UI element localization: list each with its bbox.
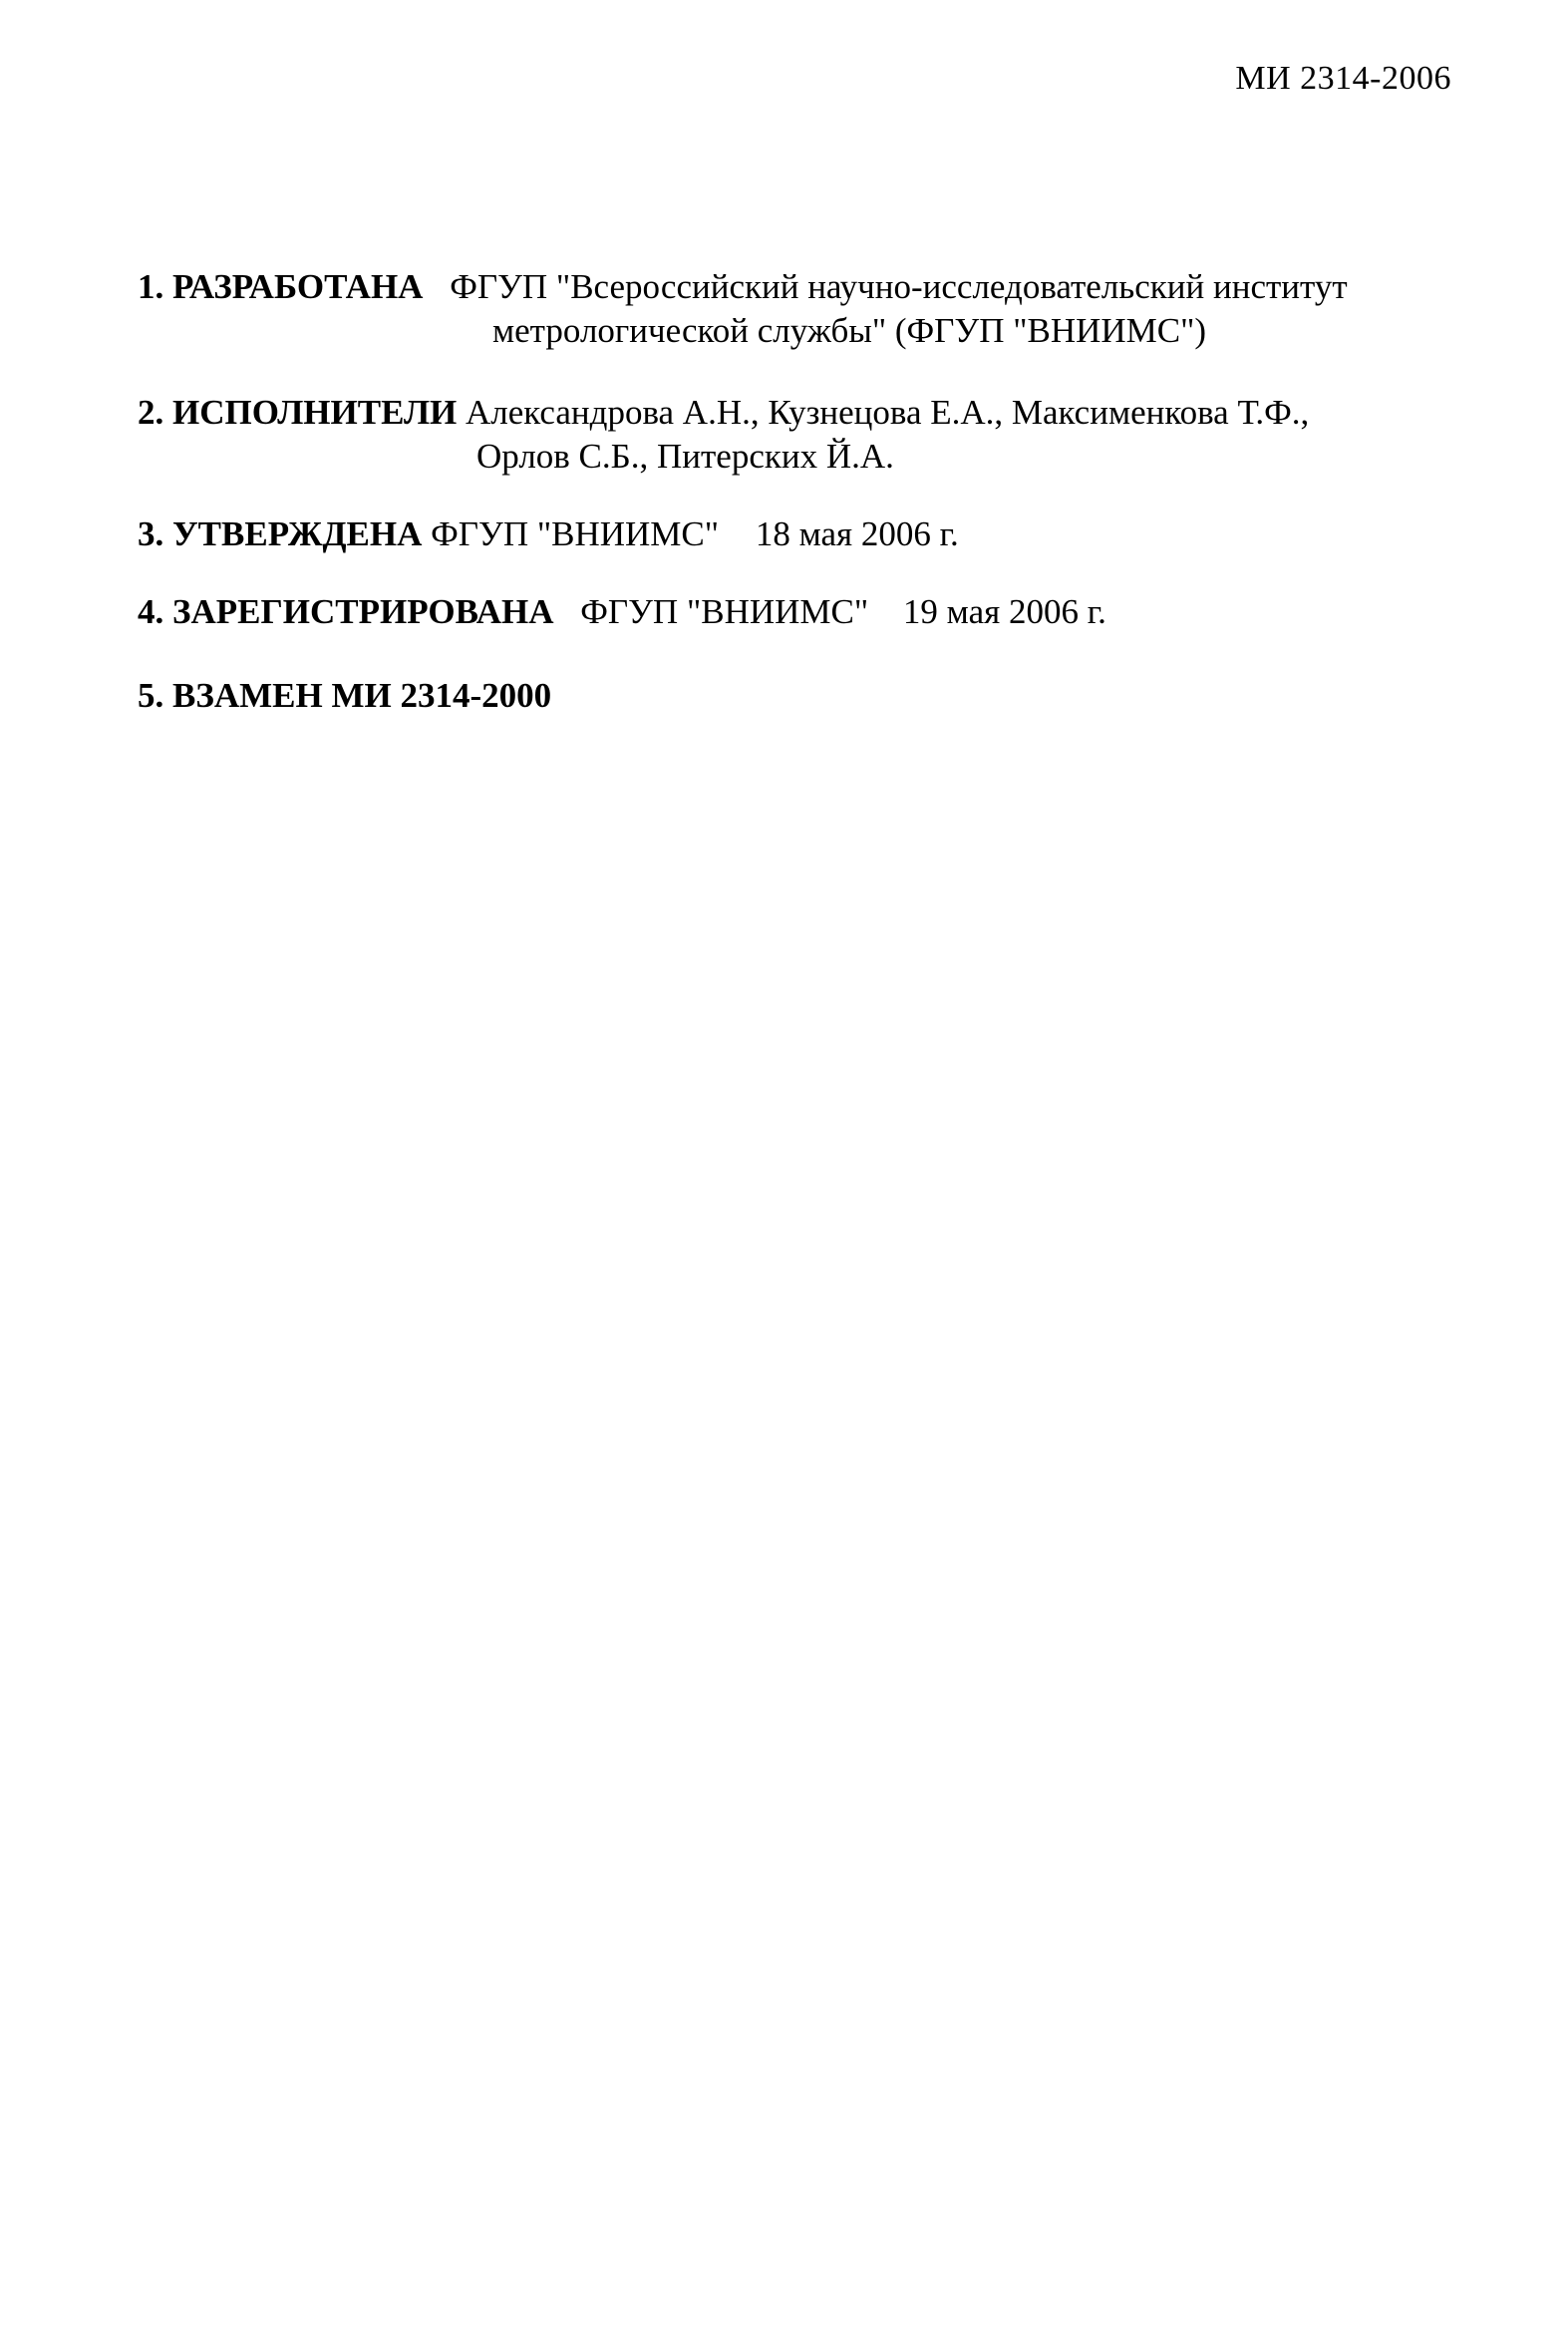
- item-number: 1.: [138, 267, 164, 306]
- item-org: ФГУП "ВНИИМС": [431, 514, 720, 553]
- item-label: УТВЕРЖДЕНА: [172, 514, 423, 553]
- item-date: 18 мая 2006 г.: [755, 514, 959, 553]
- item-text-line1: Александрова А.Н., Кузнецова Е.А., Максименкова Т.Ф.,: [466, 393, 1310, 432]
- item-value: МИ 2314-2000: [331, 676, 552, 715]
- item-authors: [138, 391, 1309, 479]
- item-label: ЗАРЕГИСТРИРОВАНА: [172, 592, 554, 631]
- item-date: 19 мая 2006 г.: [902, 592, 1106, 631]
- item-number: 5.: [138, 676, 164, 715]
- item-label: ИСПОЛНИТЕЛИ: [172, 393, 458, 432]
- item-text-line2: метрологической службы" (ФГУП "ВНИИМС"): [492, 311, 1207, 350]
- document-code: МИ 2314-2006: [1235, 60, 1451, 97]
- item-number: 3.: [138, 514, 164, 553]
- item-label: ВЗАМЕН: [172, 676, 323, 715]
- item-org: ФГУП "ВНИИМС": [580, 592, 869, 631]
- item-text-line1: ФГУП "Всероссийский научно-исследовательский институт: [450, 267, 1348, 306]
- item-replaces: [138, 674, 551, 718]
- item-developed-by: [138, 265, 1348, 353]
- item-registered: [138, 590, 1106, 634]
- item-number: 2.: [138, 393, 164, 432]
- item-label: РАЗРАБОТАНА: [172, 267, 424, 306]
- item-text-line2: Орлов С.Б., Питерских Й.А.: [476, 437, 894, 476]
- item-approved: [138, 512, 959, 556]
- item-number: 4.: [138, 592, 164, 631]
